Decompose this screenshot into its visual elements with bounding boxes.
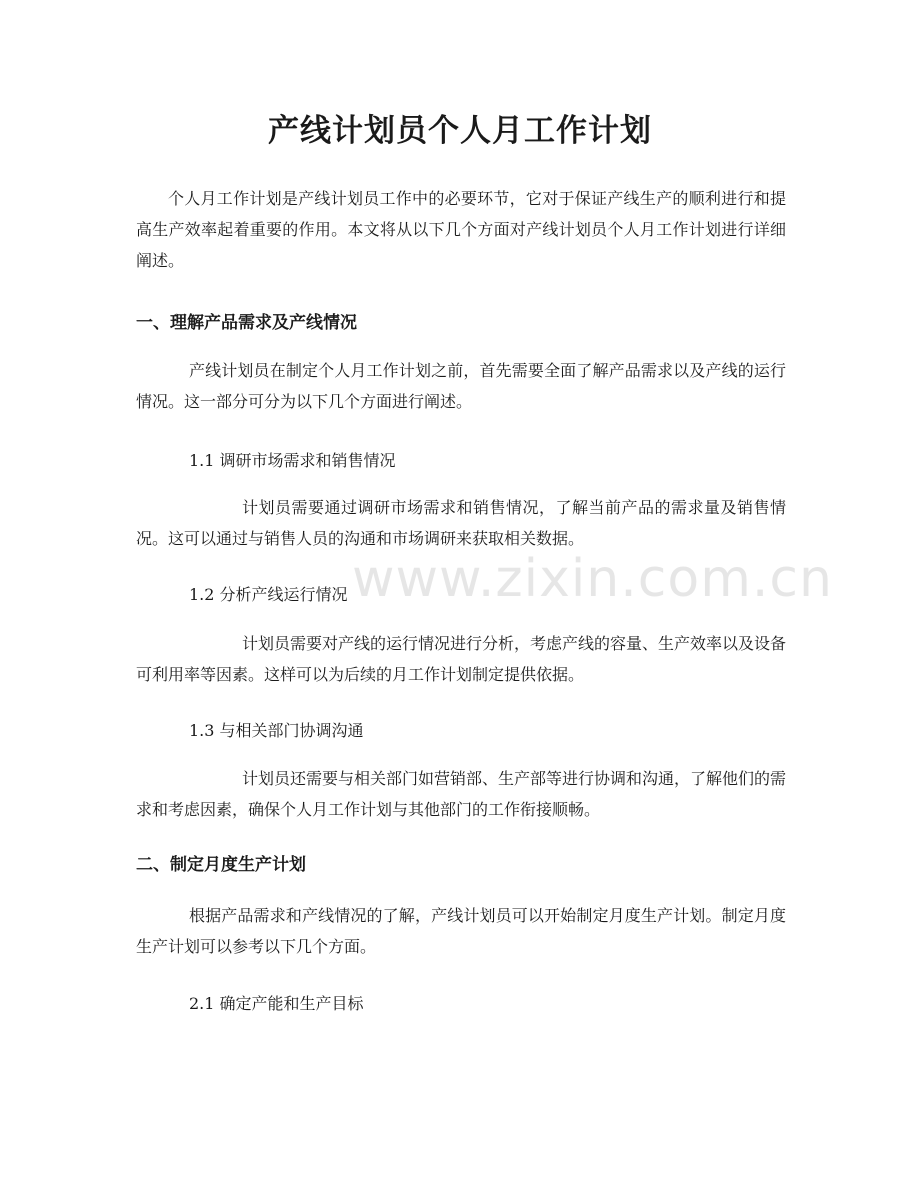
section-2-paragraph <box>136 900 786 962</box>
subsection-1-3-paragraph <box>136 763 786 825</box>
subsection-1-2-paragraph <box>136 628 786 690</box>
subsection-1-2-text: 计划员需要对产线的运行情况进行分析，考虑产线的容量、生产效率以及设备可利用率等因素。这样可以为后续的月工作计划制定提供依据。 <box>136 634 787 684</box>
subsection-1-3-text: 计划员还需要与相关部门如营销部、生产部等进行协调和沟通，了解他们的需求和考虑因素，确保个人月工作计划与其他部门的工作衔接顺畅。 <box>136 769 787 819</box>
subsection-1-1-paragraph <box>136 492 786 554</box>
subsection-heading-2-1: 2.1 确定产能和生产目标 <box>189 994 364 1013</box>
subsection-1-1-text: 计划员需要通过调研市场需求和销售情况，了解当前产品的需求量及销售情况。这可以通过与销售人员的沟通和市场调研来获取相关数据。 <box>136 498 786 548</box>
section-1-text: 产线计划员在制定个人月工作计划之前，首先需要全面了解产品需求以及产线的运行情况。这一部分可分为以下几个方面进行阐述。 <box>136 361 786 411</box>
section-1-paragraph <box>136 355 786 417</box>
section-heading-1: 一、理解产品需求及产线情况 <box>136 313 357 333</box>
subsection-heading-1-2: 1.2 分析产线运行情况 <box>189 585 348 604</box>
document-title: 产线计划员个人月工作计划 <box>268 113 652 149</box>
subsection-heading-1-1: 1.1 调研市场需求和销售情况 <box>189 451 396 470</box>
subsection-heading-1-3: 1.3 与相关部门协调沟通 <box>189 721 364 740</box>
intro-text: 个人月工作计划是产线计划员工作中的必要环节，它对于保证产线生产的顺利进行和提高生产效率起着重要的作用。本文将从以下几个方面对产线计划员个人月工作计划进行详细阐述。 <box>136 189 786 270</box>
section-2-text: 根据产品需求和产线情况的了解，产线计划员可以开始制定月度生产计划。制定月度生产计划可以参考以下几个方面。 <box>136 906 786 956</box>
section-heading-2: 二、制定月度生产计划 <box>136 855 306 875</box>
intro-paragraph <box>136 183 786 276</box>
watermark-text: www.zixin.com.cn <box>352 549 833 609</box>
